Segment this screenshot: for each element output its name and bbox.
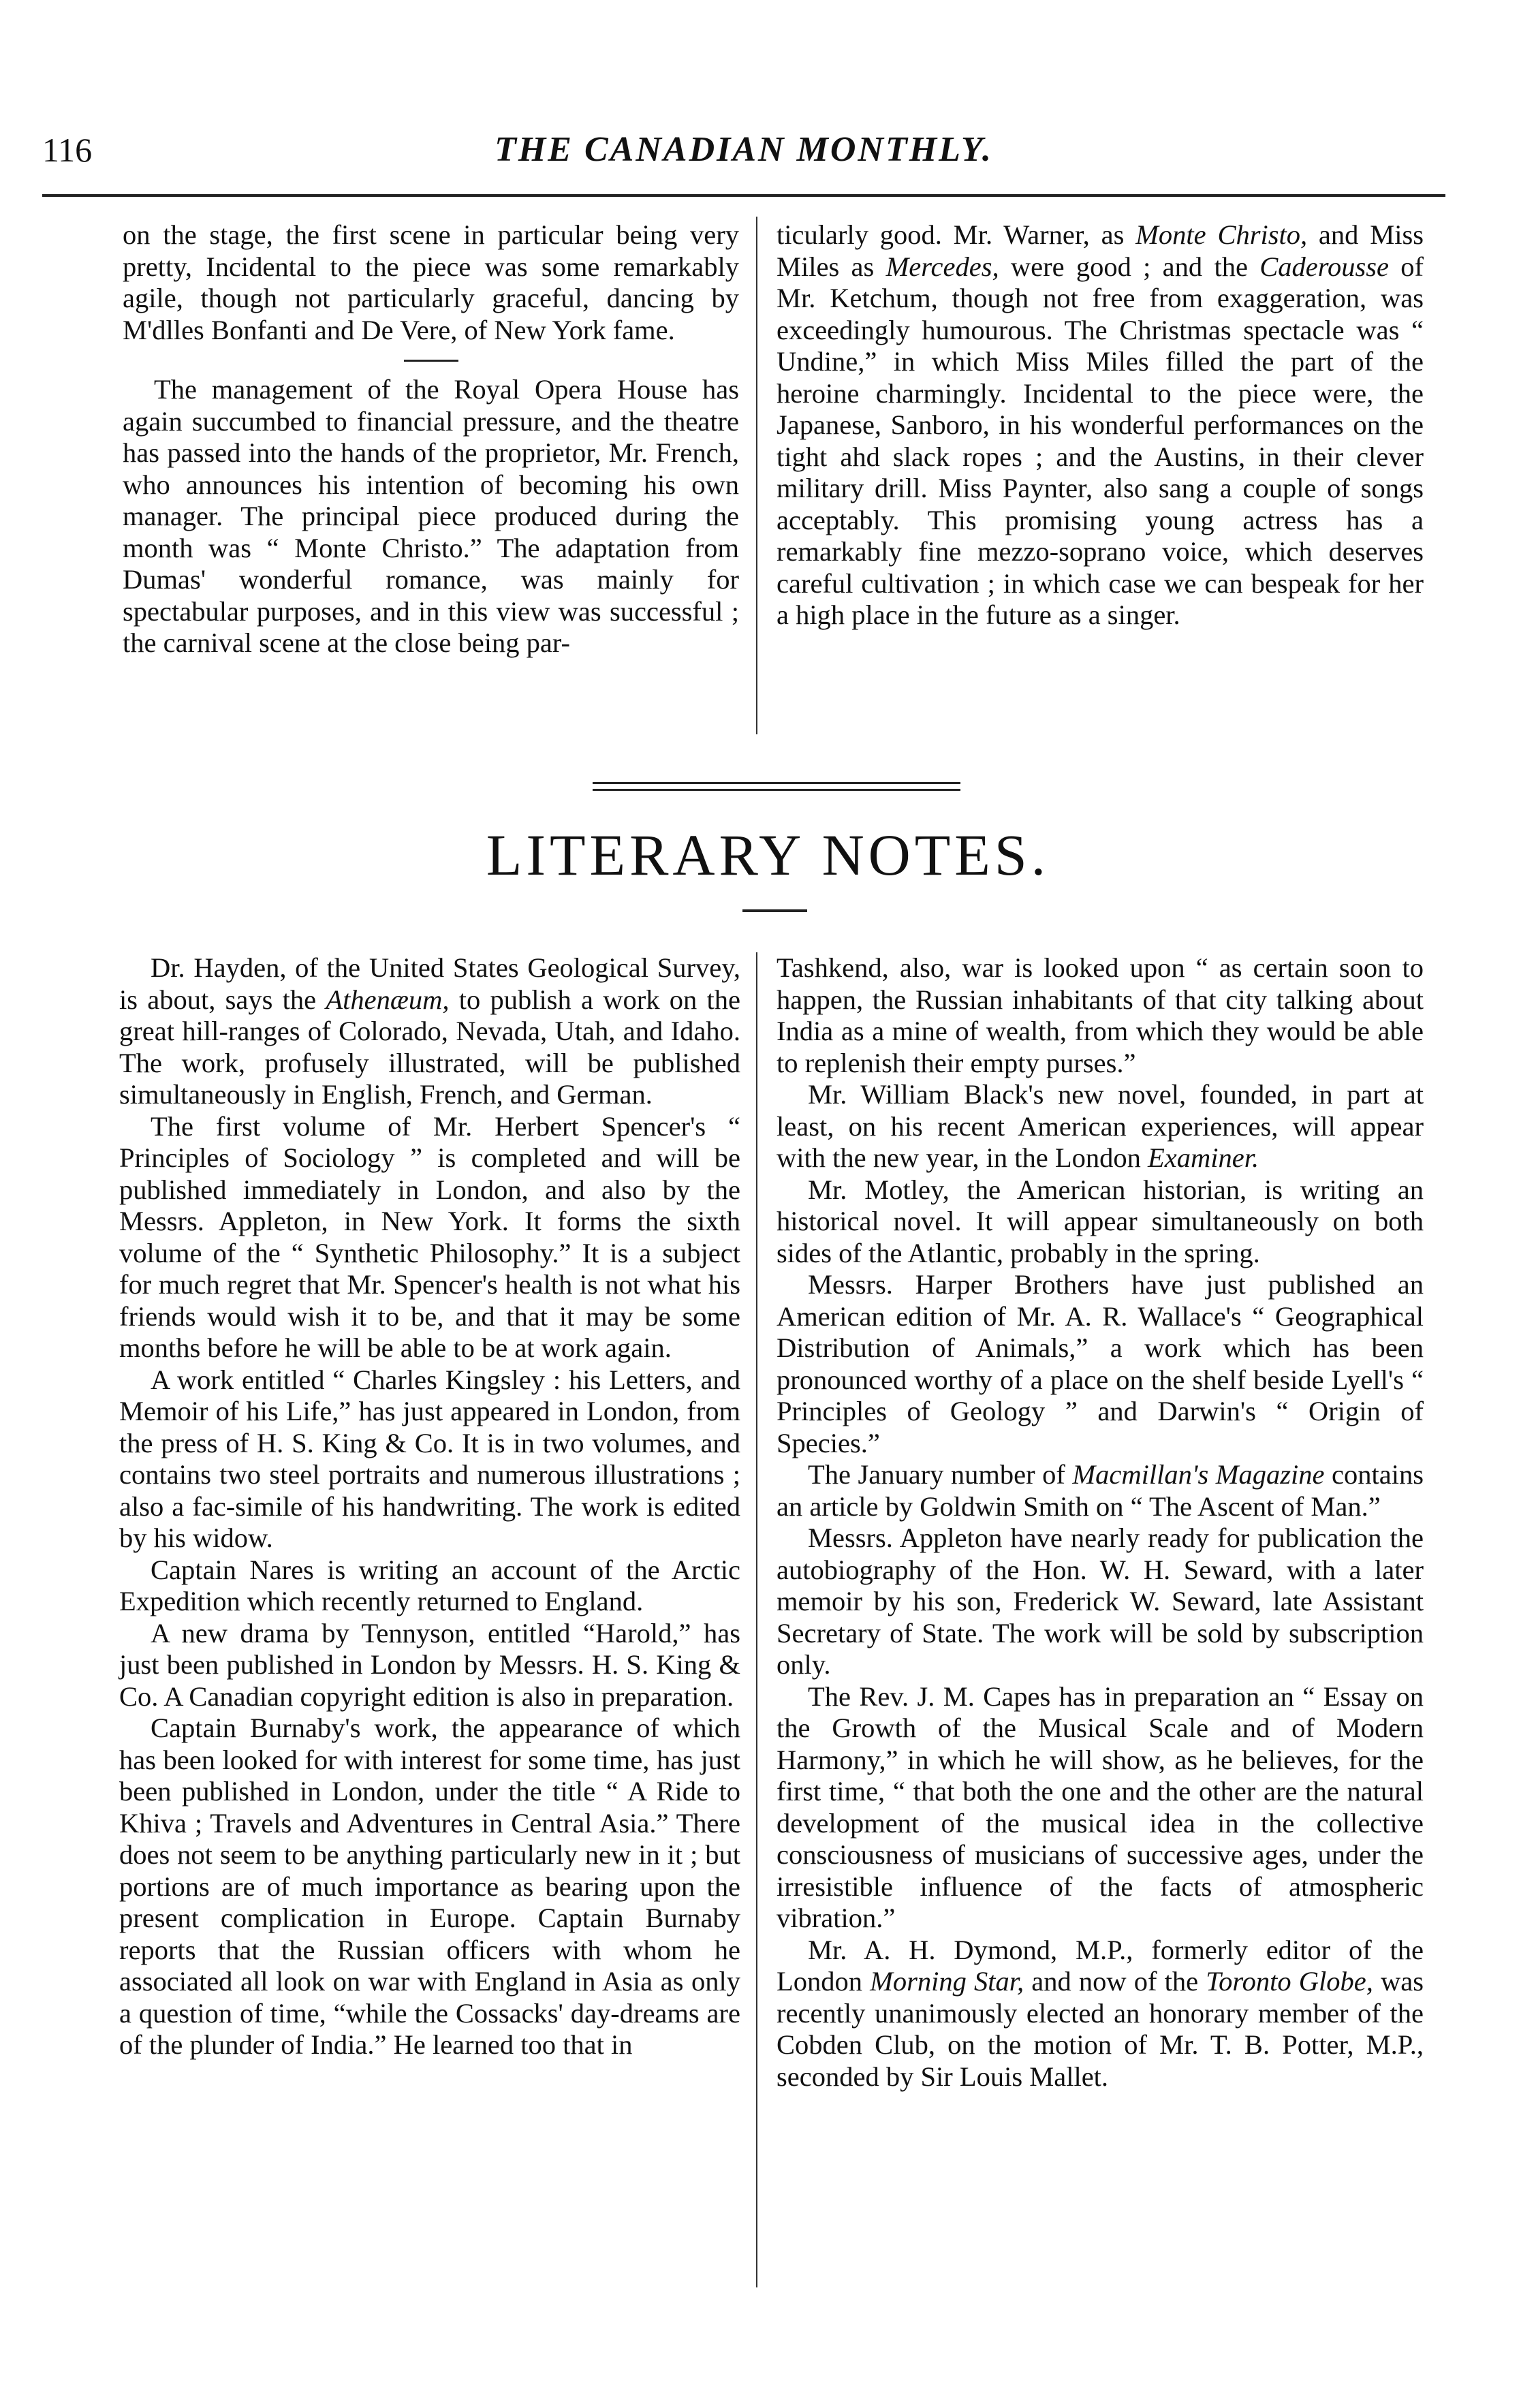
column-divider bbox=[756, 217, 757, 734]
paragraph: Mr. William Black's new novel, founded, in part at least, on his recent American experiences, will appear with the new year, in the London Examiner. bbox=[777, 1079, 1424, 1173]
paragraph: Dr. Hayden, of the United States Geological Survey, is about, says the Athenæum, to publish a work on the great hill-ranges of Colorado, Nevada, Utah, and Idaho. The work, profusely illustrated, will be published simultaneously in English, French, and German. bbox=[119, 952, 740, 1110]
paragraph: Messrs. Harper Brothers have just published an American edition of Mr. A. R. Wallace's “ Geographical Distribution of Animals,” a work which has been pronounced worthy of a place on the shelf beside Lyell's “ Principles of Geology ” and Darwin's “ Origin of Species.” bbox=[777, 1269, 1424, 1458]
paragraph: The first volume of Mr. Herbert Spencer's “ Principles of Sociology ” is completed and will be published immediately in London, and also by the Messrs. Appleton, in New York. It forms the sixth volume of the “ Synthetic Philosophy.” It is a subject for much regret that Mr. Spencer's health is not what his friends would wish it to be, and that it may be some months before he will be able to be at work again. bbox=[119, 1110, 740, 1363]
section-double-rule bbox=[593, 782, 960, 791]
paragraph: ticularly good. Mr. Warner, as Monte Christo, and Miss Miles as Mercedes, were good ; and the Caderousse of Mr. Ketchum, though not free from exaggeration, was exceedingly humourous. The Christmas spectacle was “ Undine,” in which Miss Miles filled the part of the heroine charmingly. Incidental to the piece were, the Japanese, Sanboro, in his wonderful performances on the tight ahd slack ropes ; and the Austins, in their clever military drill. Miss Paynter, also sang a couple of songs acceptably. This promising young actress has a remarkably fine mezzo-soprano voice, which deserves careful cultivation ; in which case we can bespeak for her a high place in the future as a singer. bbox=[777, 219, 1424, 630]
paragraph: A work entitled “ Charles Kingsley : his Letters, and Memoir of his Life,” has just appeared in London, from the press of H. S. King & Co. It is in two volumes, and contains two steel portraits and numerous illustrations ; also a fac-simile of his handwriting. The work is edited by his widow. bbox=[119, 1364, 740, 1553]
paragraph: Captain Nares is writing an account of the Arctic Expedition which recently returned to England. bbox=[119, 1554, 740, 1616]
top-left-column bbox=[123, 219, 739, 659]
top-right-column bbox=[777, 219, 1424, 631]
literary-notes-left-column bbox=[119, 952, 740, 2061]
paragraph: Captain Burnaby's work, the appearance of which has been looked for with interest for some time, has just been published in London, under the title “ A Ride to Khiva ; Travels and Adventures in Central Asia.” There does not seem to be anything particularly new in it ; but portions are of much importance as bearing upon the present complication in Europe. Captain Burnaby reports that the Russian officers with whom he associated all look on war with England in Asia as only a question of time, “while the Cossacks' day-dreams are of the plunder of India.” He learned too that in bbox=[119, 1713, 740, 2060]
section-title: LITERARY NOTES. bbox=[486, 822, 1050, 888]
page-number: 116 bbox=[42, 131, 93, 169]
section-underline bbox=[742, 909, 807, 912]
paragraph: The Rev. J. M. Capes has in preparation an “ Essay on the Growth of the Musical Scale and of Modern Harmony,” in which he will show, as he believes, for the first time, “ that both the one and the other are the natural development of the musical idea in the collective consciousness of musicians of successive ages, under the irresistible influence of the facts of atmospheric vibration.” bbox=[777, 1680, 1424, 1933]
paragraph: The January number of Macmillan's Magazine contains an article by Goldwin Smith on “ The Ascent of Man.” bbox=[777, 1459, 1424, 1522]
literary-notes-right-column bbox=[777, 952, 1424, 2093]
paragraph: Mr. A. H. Dymond, M.P., formerly editor of the London Morning Star, and now of the Toronto Globe, was recently unanimously elected an honorary member of the Cobden Club, on the motion of Mr. T. B. Potter, M.P., seconded by Sir Louis Mallet. bbox=[777, 1934, 1424, 2092]
paragraph: on the stage, the first scene in particular being very pretty, Incidental to the piece was some remarkably agile, though not particularly graceful, dancing by M'dlles Bonfanti and De Vere, of New York fame. bbox=[123, 219, 739, 345]
paragraph: A new drama by Tennyson, entitled “Harold,” has just been published in London by Messrs. H. S. King & Co. A Canadian copyright edition is also in preparation. bbox=[119, 1617, 740, 1712]
page-header bbox=[42, 126, 1445, 181]
header-rule bbox=[42, 194, 1445, 197]
paragraph: The management of the Royal Opera House has again succumbed to financial pressure, and the theatre has passed into the hands of the proprietor, Mr. French, who announces his intention of becoming his own manager. The principal piece produced during the month was “ Monte Christo.” The adaptation from Dumas' wonderful romance, was mainly for spectabular purposes, and in this view was successful ; the carnival scene at the close being par- bbox=[123, 374, 739, 658]
column-divider bbox=[756, 952, 757, 2287]
separator-rule bbox=[404, 360, 458, 362]
running-title: THE CANADIAN MONTHLY. bbox=[495, 130, 993, 169]
paragraph: Messrs. Appleton have nearly ready for publication the autobiography of the Hon. W. H. Seward, with a later memoir by his son, Frederick W. Seward, late Assistant Secretary of State. The work will be sold by subscription only. bbox=[777, 1522, 1424, 1680]
paragraph: Mr. Motley, the American historian, is writing an historical novel. It will appear simultaneously on both sides of the Atlantic, probably in the spring. bbox=[777, 1174, 1424, 1268]
paragraph: Tashkend, also, war is looked upon “ as certain soon to happen, the Russian inhabitants of that city talking about India as a mine of wealth, from which they would be able to replenish their empty purses.” bbox=[777, 952, 1424, 1078]
